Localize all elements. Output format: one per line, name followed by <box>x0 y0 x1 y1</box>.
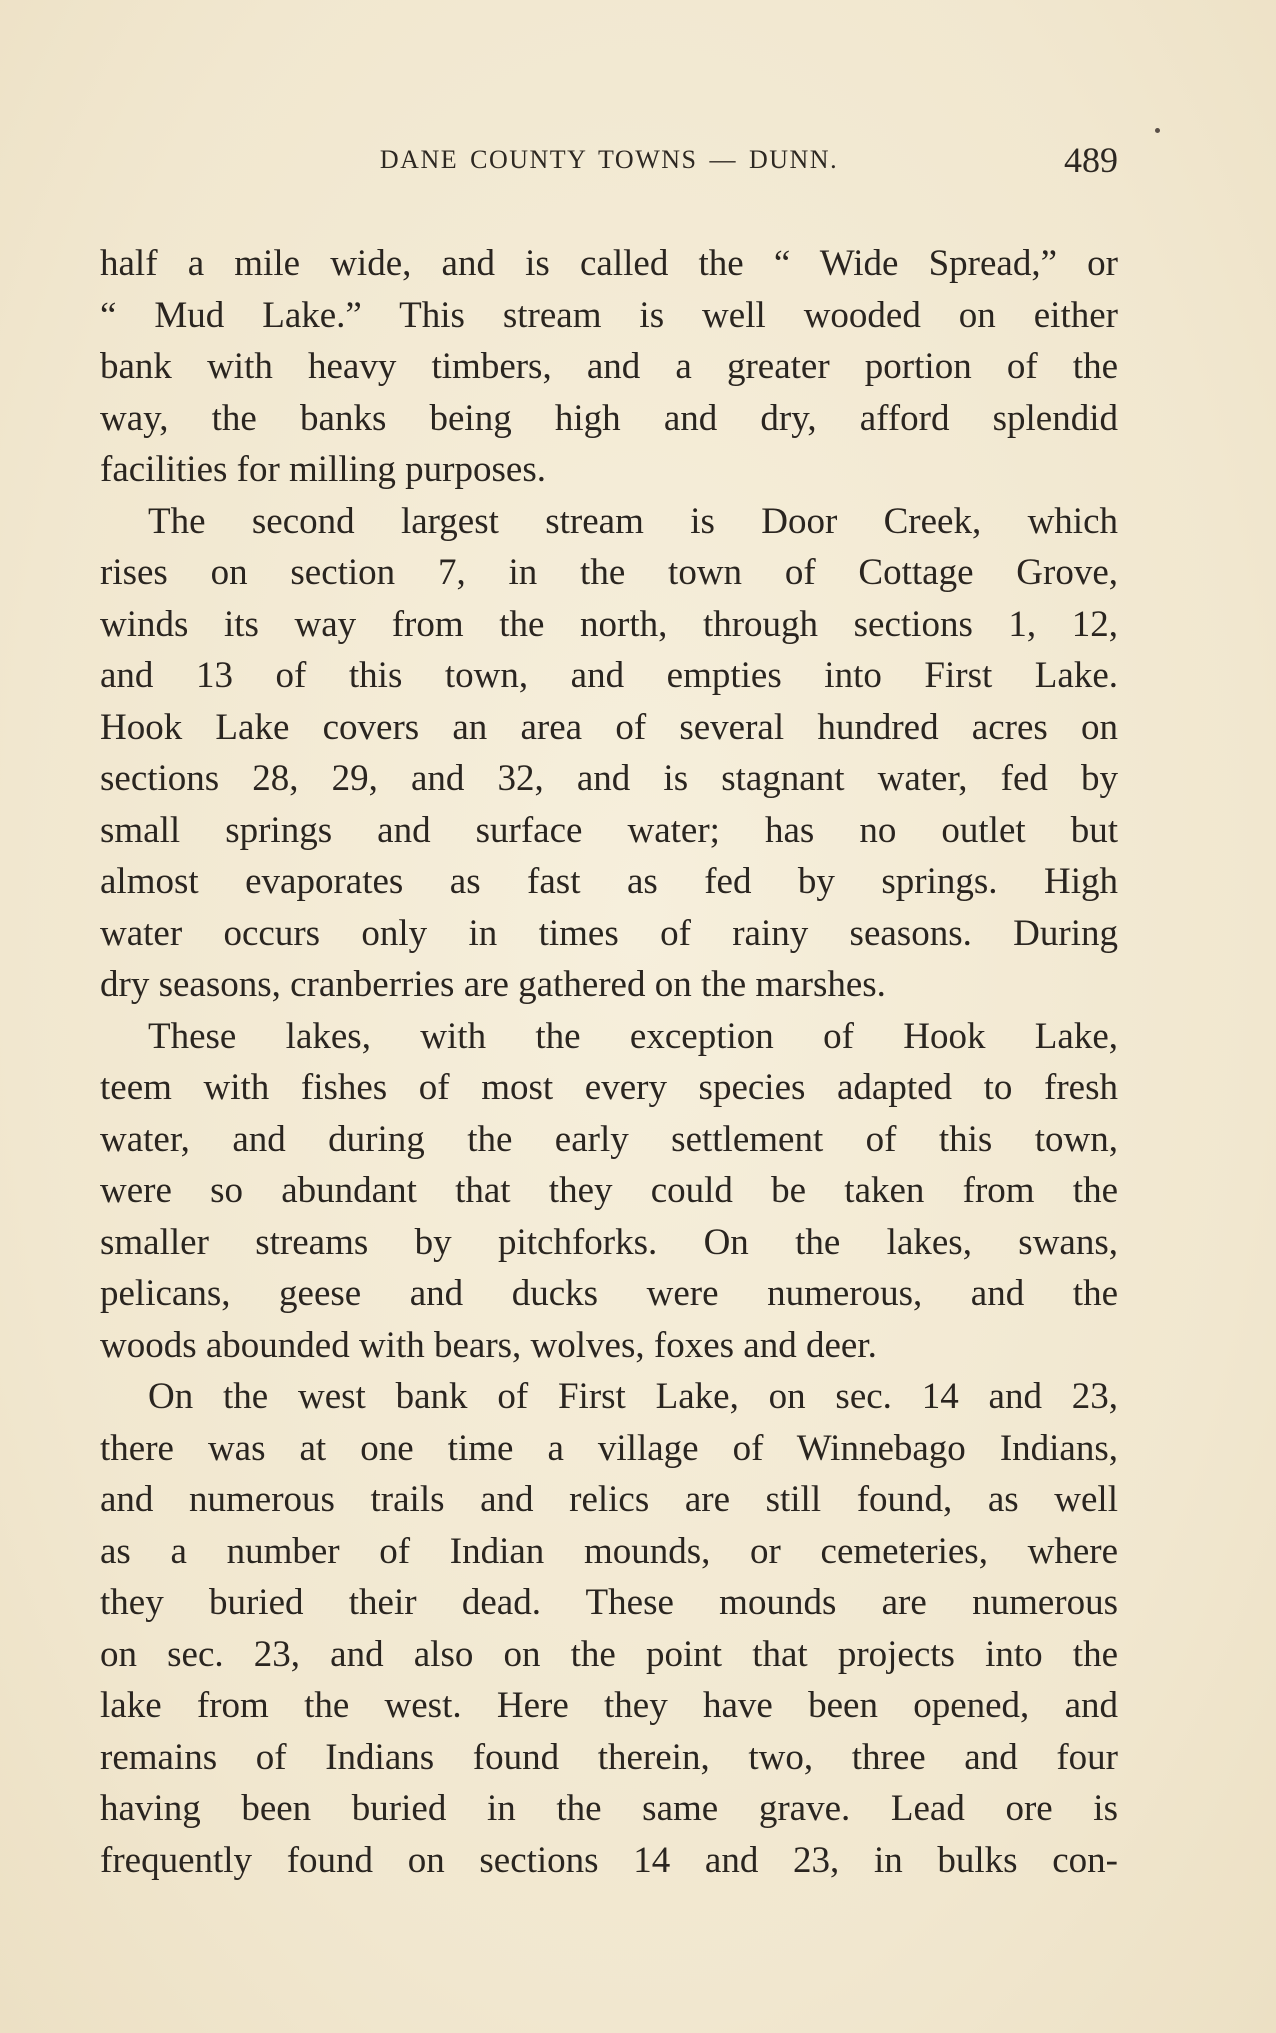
text-line: having been buried in the same grave. Lead ore is <box>100 1788 1118 1829</box>
text-line: on sec. 23, and also on the point that projects into the <box>100 1633 1118 1675</box>
text-line: almost evaporates as fast as fed by springs. High <box>100 861 1118 902</box>
text-line: and numerous trails and relics are still found, as well <box>100 1479 1118 1520</box>
text-line: dry seasons, cranberries are gathered on the marshes. <box>100 964 886 1005</box>
text-line: there was at one time a village of Winnebago Indians, <box>100 1427 1118 1469</box>
text-line: lake from the west. Here they have been opened, and <box>100 1685 1118 1726</box>
text-line: were so abundant that they could be taken from the <box>100 1170 1118 1211</box>
text-line: frequently found on sections 14 and 23, in bulks con- <box>100 1839 1118 1881</box>
text-line: as a number of Indian mounds, or cemeteries, where <box>100 1530 1118 1572</box>
text-line: and 13 of this town, and empties into First Lake. <box>100 655 1118 696</box>
text-line: small springs and surface water; has no outlet but <box>100 809 1118 851</box>
text-line: rises on section 7, in the town of Cottage Grove, <box>100 552 1118 593</box>
text-line: half a mile wide, and is called the “ Wide Spread,” or <box>100 243 1118 284</box>
text-line: bank with heavy timbers, and a greater portion of the <box>100 346 1118 387</box>
text-line: they buried their dead. These mounds are numerous <box>100 1582 1118 1623</box>
text-line: “ Mud Lake.” This stream is well wooded on either <box>100 294 1118 336</box>
text-line: water occurs only in times of rainy seasons. During <box>100 912 1118 954</box>
text-line: woods abounded with bears, wolves, foxes and deer. <box>100 1324 877 1366</box>
text-line: remains of Indians found therein, two, three and four <box>100 1736 1118 1778</box>
text-line: winds its way from the north, through sections 1, 12, <box>100 603 1118 645</box>
text-line: water, and during the early settlement of this town, <box>100 1118 1118 1160</box>
text-line: facilities for milling purposes. <box>100 449 546 490</box>
text-line: On the west bank of First Lake, on sec. 14 and 23, <box>148 1376 1118 1417</box>
text-line: way, the banks being high and dry, afford splendid <box>100 397 1118 439</box>
ink-speck <box>1155 128 1160 133</box>
text-line: sections 28, 29, and 32, and is stagnant water, fed by <box>100 758 1118 799</box>
body-text <box>100 238 1118 1886</box>
text-line: The second largest stream is Door Creek, which <box>148 500 1118 542</box>
text-line: Hook Lake covers an area of several hundred acres on <box>100 706 1118 748</box>
text-line: smaller streams by pitchforks. On the lakes, swans, <box>100 1221 1118 1263</box>
text-line: These lakes, with the exception of Hook Lake, <box>148 1015 1118 1057</box>
running-title: DANE COUNTY TOWNS — DUNN. <box>379 145 839 174</box>
page-number: 489 <box>1064 140 1118 180</box>
running-head <box>100 140 1118 180</box>
text-line: pelicans, geese and ducks were numerous, and the <box>100 1273 1118 1314</box>
text-line: teem with fishes of most every species adapted to fresh <box>100 1067 1118 1108</box>
